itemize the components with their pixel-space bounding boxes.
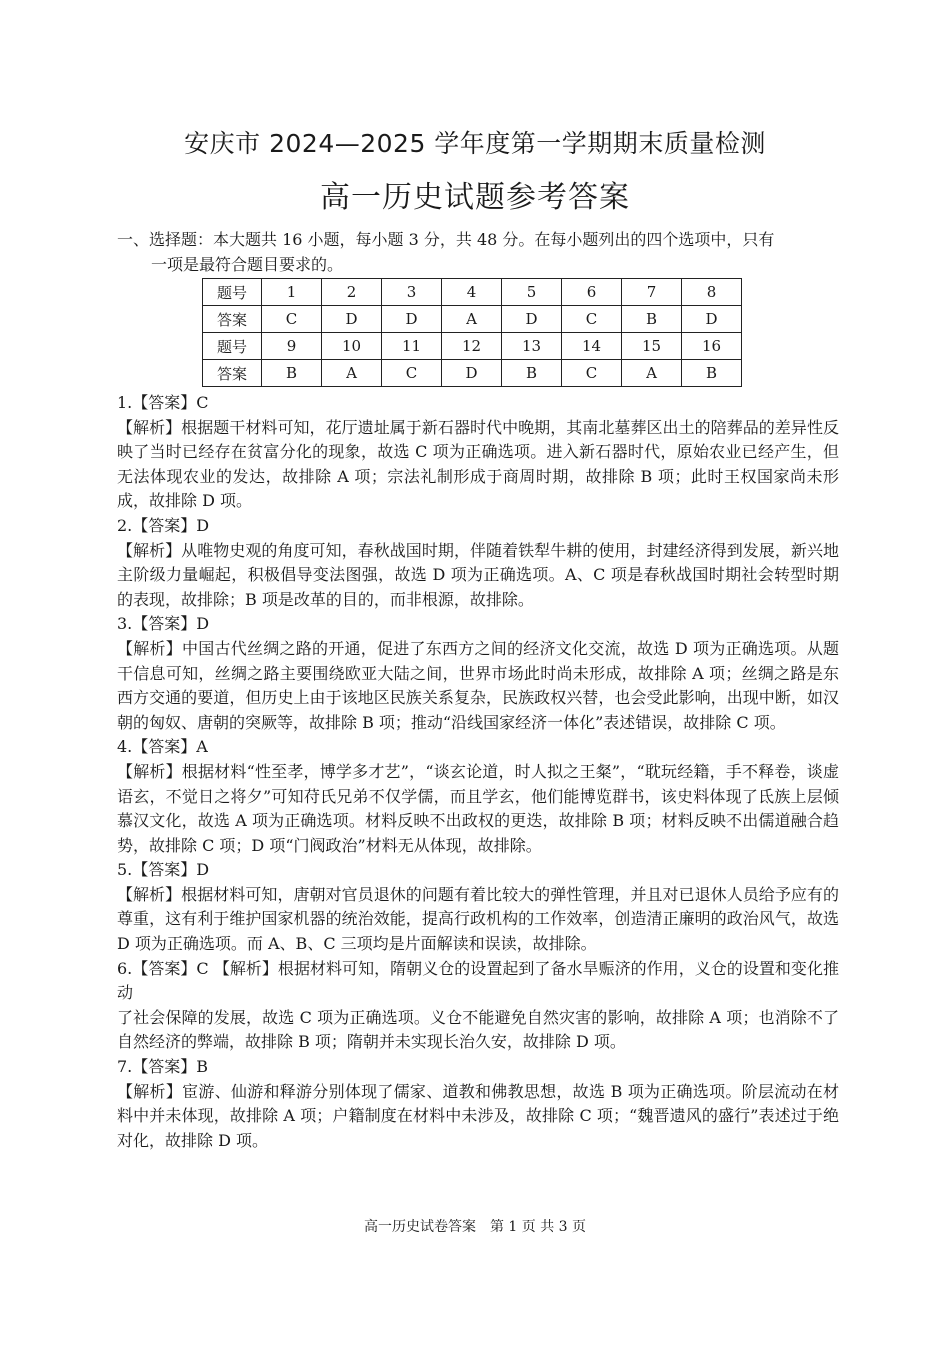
answer-line-3: 3.【答案】D	[117, 614, 210, 634]
table-cell: B	[502, 360, 562, 387]
answer-line-2: 2.【答案】D	[117, 515, 210, 535]
table-cell: C	[562, 306, 622, 333]
table-cell: 6	[562, 279, 622, 306]
analysis-1: 【解析】根据题干材料可知，花厅遗址属于新石器时代中晚期，其南北墓葬区出土的陪葬品的差异性反映了当时已经存在贫富分化的现象，故选 C 项为正确选项。进入新石器时代，原始农业已经产生，但无法体现农业的发达，故排除 A 项；宗法礼制形成于商周时期，故排除 B 项；此时王权国家尚未形成，故排除 D 项。	[117, 417, 839, 511]
table-row-label: 题号	[203, 279, 262, 306]
table-row	[203, 279, 742, 306]
table-cell: B	[262, 360, 322, 387]
table-cell: 5	[502, 279, 562, 306]
answer-line-7: 7.【答案】B	[117, 1057, 209, 1077]
answer-line-1: 1.【答案】C	[117, 393, 209, 412]
table-row-label: 答案	[203, 306, 262, 333]
table-cell: 4	[442, 279, 502, 306]
document-subtitle: 高一历史试题参考答案	[320, 180, 630, 215]
analysis-2: 【解析】从唯物史观的角度可知，春秋战国时期，伴随着铁犁牛耕的使用，封建经济得到发展，新兴地主阶级力量崛起，积极倡导变法图强，故选 D 项为正确选项。A、C 项是春秋战国时期社会转型时期的表现，故排除；B 项是改革的目的，而非根源，故排除。	[117, 540, 839, 609]
table-cell: 1	[262, 279, 322, 306]
table-cell: D	[502, 306, 562, 333]
table-cell: A	[322, 360, 382, 387]
table-cell: C	[262, 306, 322, 333]
table-cell: 15	[622, 333, 682, 360]
table-cell: 7	[622, 279, 682, 306]
table-cell: A	[622, 360, 682, 387]
table-cell: 3	[382, 279, 442, 306]
section-1-intro	[117, 227, 837, 277]
table-cell: C	[562, 360, 622, 387]
table-cell: 12	[442, 333, 502, 360]
table-cell: 11	[382, 333, 442, 360]
table-cell: 14	[562, 333, 622, 360]
table-cell: D	[322, 306, 382, 333]
table-cell: B	[622, 306, 682, 333]
analysis-5: 【解析】根据材料可知，唐朝对官员退休的问题有着比较大的弹性管理，并且对已退休人员给予应有的尊重，这有利于维护国家机器的统治效能，提高行政机构的工作效率，创造清正廉明的政治风气，故选 D 项为正确选项。而 A、B、C 三项均是片面解读和误读，故排除。	[117, 884, 839, 954]
answers-body	[117, 391, 839, 1153]
table-cell: 2	[322, 279, 382, 306]
section-1-intro-line-2: 一项是最符合题目要求的。	[151, 255, 344, 274]
answer-line-4: 4.【答案】A	[117, 737, 208, 757]
table-row-label: 答案	[203, 360, 262, 387]
table-cell: A	[442, 306, 502, 333]
section-1-intro-line-1: 一、选择题：本大题共 16 小题，每小题 3 分，共 48 分。在每小题列出的四个选项中，只有	[117, 230, 775, 249]
table-cell: C	[382, 360, 442, 387]
answer-line-5: 5.【答案】D	[117, 860, 210, 880]
table-row-label: 题号	[203, 333, 262, 360]
answer-table	[202, 278, 742, 387]
table-cell: 10	[322, 333, 382, 360]
table-cell: 13	[502, 333, 562, 360]
table-row	[203, 333, 742, 360]
answer-line-6: 6.【答案】C 【解析】根据材料可知，隋朝义仓的设置起到了备水旱赈济的作用，义仓的设置和变化推动	[117, 958, 839, 1003]
analysis-6: 了社会保障的发展，故选 C 项为正确选项。义仓不能避免自然灾害的影响，故排除 A 项；也消除不了自然经济的弊端，故排除 B 项；隋朝并未实现长治久安，故排除 D 项。	[117, 1007, 839, 1052]
table-cell: D	[442, 360, 502, 387]
table-cell: B	[682, 360, 742, 387]
table-cell: D	[682, 306, 742, 333]
table-row	[203, 360, 742, 387]
page-footer: 高一历史试卷答案 第 1 页 共 3 页	[363, 1219, 587, 1235]
table-row	[203, 306, 742, 333]
table-cell: 9	[262, 333, 322, 360]
analysis-7: 【解析】宦游、仙游和释游分别体现了儒家、道教和佛教思想，故选 B 项为正确选项。阶层流动在材料中并未体现，故排除 A 项；户籍制度在材料中未涉及，故排除 C 项；“魏晋遗风的盛行”表述过于绝对化，故排除 D 项。	[117, 1081, 839, 1150]
document-title: 安庆市 2024—2025 学年度第一学期期末质量检测	[184, 129, 766, 158]
analysis-3: 【解析】中国古代丝绸之路的开通，促进了东西方之间的经济文化交流，故选 D 项为正确选项。从题干信息可知，丝绸之路主要围绕欧亚大陆之间，世界市场此时尚未形成，故排除 A 项；丝绸之路是东西方交通的要道，但历史上由于该地区民族关系复杂，民族政权兴替，也会受此影响，出现中断，如汉朝的匈奴、唐朝的突厥等，故排除 B 项；推动“沿线国家经济一体化”表述错误，故排除 C 项。	[117, 638, 839, 732]
table-cell: 8	[682, 279, 742, 306]
analysis-4: 【解析】根据材料“性至孝，博学多才艺”，“谈玄论道，时人拟之王粲”，“耽玩经籍，手不释卷，谈虚语玄，不觉日之将夕”可知苻氏兄弟不仅学儒，而且学玄，他们能博览群书，该史料体现了氐族上层倾慕汉文化，故选 A 项为正确选项。材料反映不出政权的更迭，故排除 B 项；材料反映不出儒道融合趋势，故排除 C 项；D 项“门阀政治”材料无从体现，故排除。	[117, 761, 839, 855]
table-cell: 16	[682, 333, 742, 360]
table-cell: D	[382, 306, 442, 333]
